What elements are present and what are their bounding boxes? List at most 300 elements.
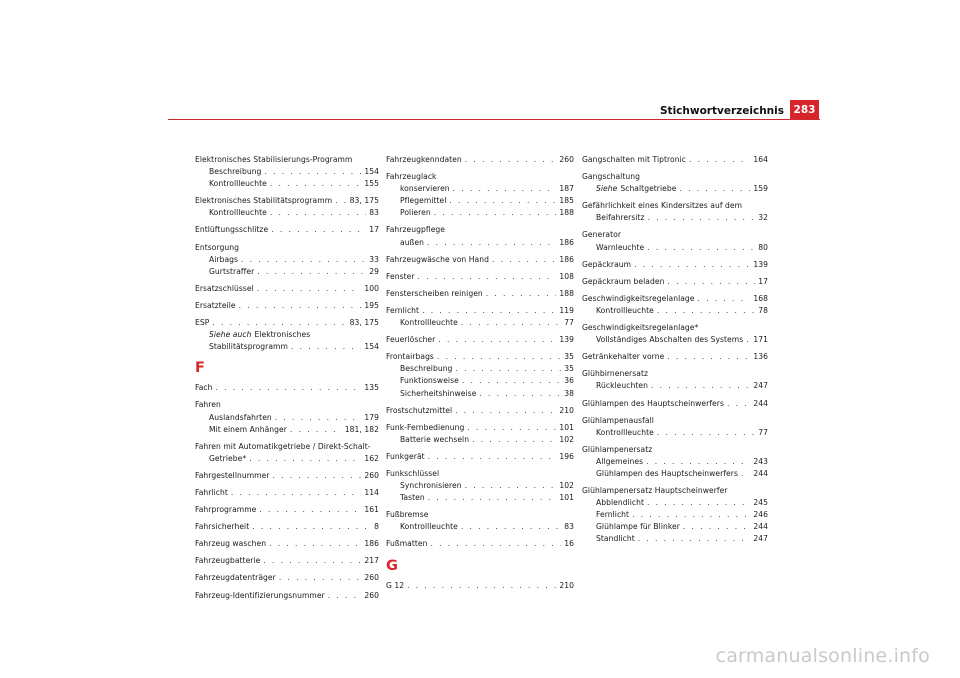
dot-leader	[667, 276, 755, 288]
page-reference: 108	[559, 271, 574, 281]
page-reference: 83, 175	[349, 196, 379, 206]
index-term	[386, 451, 425, 463]
page-reference: 196	[559, 451, 574, 461]
index-entry	[195, 399, 379, 411]
index-term	[582, 154, 686, 166]
index-term-text: Entlüftungsschlitze	[195, 225, 269, 235]
page-title: Stichwortverzeichnis	[660, 105, 784, 117]
page-reference: 35	[564, 352, 574, 362]
page-reference: 186	[559, 254, 574, 264]
index-term	[386, 224, 445, 236]
index-term	[386, 422, 464, 434]
page-reference: 186	[559, 237, 574, 247]
index-term-text: Kontrollleuchte	[596, 305, 654, 315]
index-term	[386, 254, 489, 266]
index-term	[400, 375, 459, 387]
index-subentry	[195, 329, 379, 341]
index-term-text: Fahren	[195, 400, 221, 410]
index-term-text: Generator	[582, 230, 622, 240]
index-subentry	[582, 242, 768, 254]
index-term	[209, 254, 238, 266]
index-entry	[195, 521, 379, 533]
page-number-badge: 283	[790, 100, 819, 120]
index-entry	[386, 468, 574, 480]
index-term	[195, 242, 239, 254]
index-term	[596, 183, 676, 195]
page-reference: 260	[364, 590, 379, 600]
page-reference: 135	[364, 383, 379, 393]
dot-leader	[479, 388, 561, 400]
index-term-text: Airbags	[209, 254, 239, 264]
dot-leader	[462, 375, 561, 387]
dot-leader	[455, 363, 561, 375]
index-entry	[195, 195, 379, 207]
index-term	[386, 271, 415, 283]
index-entry	[582, 276, 768, 288]
page-reference: 83, 175	[349, 318, 379, 328]
index-subentry	[582, 533, 768, 545]
index-term-text: Vollständiges Abschalten des Systems	[596, 335, 744, 345]
index-entry	[582, 259, 768, 271]
index-subentry	[386, 375, 574, 387]
dot-leader	[657, 427, 755, 439]
index-term	[209, 207, 267, 219]
dot-leader	[741, 468, 750, 480]
dot-leader	[335, 195, 347, 207]
index-term	[400, 207, 431, 219]
index-term	[582, 398, 724, 410]
index-entry	[386, 171, 574, 183]
page-reference: 17	[369, 225, 379, 235]
index-term	[209, 329, 310, 341]
dot-leader	[486, 288, 557, 300]
page-reference: 114	[364, 487, 379, 497]
index-term	[596, 305, 654, 317]
index-term-text: Geschwindigkeitsregelanlage*	[582, 323, 699, 333]
page-reference: 136	[753, 352, 768, 362]
dot-leader	[290, 424, 342, 436]
index-column-3	[582, 154, 768, 546]
page-reference: 139	[753, 259, 768, 269]
dot-leader	[257, 283, 362, 295]
index-term	[400, 317, 458, 329]
index-term-text: Allgemeines	[596, 456, 644, 466]
index-term-text: Fenster	[386, 271, 415, 281]
page-reference: 102	[559, 481, 574, 491]
index-term	[596, 242, 644, 254]
dot-leader	[638, 533, 751, 545]
index-entry	[195, 504, 379, 516]
index-term-text: Gangschalten mit Tiptronic	[582, 155, 686, 164]
dot-leader	[422, 305, 556, 317]
index-entry	[582, 351, 768, 363]
index-term	[195, 382, 213, 394]
index-term-text: Glühlampenersatz	[582, 444, 653, 454]
index-subentry	[195, 178, 379, 190]
dot-leader	[465, 154, 557, 166]
page-reference: 161	[364, 505, 379, 515]
dot-leader	[683, 521, 750, 533]
index-term-text: Tasten	[400, 493, 425, 503]
page-reference: 164	[753, 155, 768, 164]
page-reference: 101	[559, 493, 574, 503]
index-term-text: Gepäckraum	[582, 259, 632, 269]
index-term-text: Fahrzeug-Identifizierungsnummer	[195, 590, 325, 600]
dot-leader	[461, 521, 561, 533]
index-term	[596, 456, 643, 468]
index-term-text: Glühlampe für Blinker	[596, 522, 680, 532]
index-term	[195, 399, 221, 411]
index-term	[400, 183, 450, 195]
index-term	[582, 415, 654, 427]
index-term	[195, 154, 352, 166]
index-term-text: Kontrollleuchte	[209, 208, 267, 218]
index-term-text: Fahrzeugkenndaten	[386, 155, 462, 164]
index-term	[582, 485, 728, 497]
page-reference: 154	[364, 167, 379, 177]
dot-leader	[632, 509, 750, 521]
index-term-text: Fahrzeug waschen	[195, 539, 267, 549]
dot-leader	[257, 266, 366, 278]
index-term	[195, 572, 276, 584]
index-term-text: Feuerlöscher	[386, 335, 436, 345]
index-term	[195, 224, 268, 236]
index-term	[209, 412, 272, 424]
index-term-text: Frostschutzmittel	[386, 405, 453, 415]
index-term-text: Kontrollleuchte	[209, 179, 267, 189]
index-subentry	[582, 468, 768, 480]
index-term	[195, 538, 266, 550]
index-entry	[386, 305, 574, 317]
index-term-text: Fahrgestellnummer	[195, 470, 270, 480]
index-term	[386, 288, 483, 300]
index-term	[400, 480, 462, 492]
index-term-text: Fahrzeuglack	[386, 172, 437, 182]
index-term	[596, 509, 629, 521]
page-reference: 247	[753, 534, 768, 544]
page-reference: 83	[564, 522, 574, 532]
dot-leader	[461, 317, 561, 329]
index-entry	[582, 154, 768, 166]
index-term-text: Fahrlicht	[195, 487, 228, 497]
dot-leader	[437, 351, 561, 363]
index-term-text: Sicherheitshinweise	[400, 388, 477, 398]
page-reference: 119	[559, 305, 574, 315]
index-term-text: Glühlampen des Hauptscheinwerfers	[582, 398, 724, 408]
index-term-text: Ersatzschlüssel	[195, 283, 254, 293]
index-term-text: Schaltgetriebe	[620, 184, 677, 194]
index-subentry	[386, 207, 574, 219]
index-term	[195, 283, 254, 295]
dot-leader	[270, 178, 362, 190]
index-entry	[386, 509, 574, 521]
dot-leader	[679, 183, 750, 195]
index-term	[209, 266, 254, 278]
index-term	[582, 200, 742, 212]
dot-leader	[212, 317, 346, 329]
index-term	[386, 580, 404, 592]
index-term	[195, 195, 332, 207]
page-reference: 188	[559, 288, 574, 298]
index-entry	[195, 538, 379, 550]
index-term	[582, 322, 698, 334]
index-term	[400, 521, 458, 533]
index-term	[400, 237, 424, 249]
page-reference: 210	[559, 405, 574, 415]
index-term	[596, 521, 680, 533]
dot-leader	[427, 237, 556, 249]
index-term-text: Funkgerät	[386, 451, 425, 461]
dot-leader	[727, 398, 750, 410]
index-entry	[195, 590, 379, 602]
index-subentry	[582, 456, 768, 468]
index-term	[386, 405, 452, 417]
page-reference: 195	[364, 300, 379, 310]
index-term-text: Elektronisches	[254, 330, 311, 340]
index-column-1	[195, 154, 379, 602]
index-subentry	[195, 453, 379, 465]
index-entry	[195, 154, 379, 166]
index-term	[582, 444, 652, 456]
page-reference: 155	[364, 179, 379, 189]
page-reference: 29	[369, 266, 379, 276]
index-term	[386, 171, 437, 183]
page-reference: 260	[559, 155, 574, 164]
index-subentry	[582, 183, 768, 195]
index-entry	[582, 415, 768, 427]
index-term-text: Glühbirnenersatz	[582, 369, 649, 379]
dot-leader	[689, 154, 750, 166]
index-entry	[386, 405, 574, 417]
dot-leader	[241, 254, 366, 266]
index-term	[582, 351, 664, 363]
index-entry	[195, 317, 379, 329]
index-term	[582, 229, 621, 241]
index-term-text: Fensterscheiben reinigen	[386, 288, 483, 298]
index-term	[195, 441, 371, 453]
dot-leader	[407, 580, 556, 592]
page-reference: 102	[559, 434, 574, 444]
index-term-text: Entsorgung	[195, 242, 239, 252]
index-term-text: Fahrzeugdatenträger	[195, 573, 276, 583]
index-entry	[195, 470, 379, 482]
index-term-text: Kontrollleuchte	[400, 318, 458, 328]
index-subentry	[582, 521, 768, 533]
page-reference: 181, 182	[344, 424, 379, 434]
index-subentry	[582, 380, 768, 392]
index-term-text: Polieren	[400, 208, 431, 218]
index-term	[582, 259, 631, 271]
index-term	[195, 555, 260, 567]
index-term-text: G 12	[386, 580, 405, 590]
page-reference: 100	[364, 283, 379, 293]
index-entry	[582, 368, 768, 380]
index-term-text: Funkschlüssel	[386, 468, 440, 478]
index-term-text: Getriebe*	[209, 453, 247, 463]
index-term-text: Kontrollleuchte	[400, 522, 458, 532]
index-entry	[386, 224, 574, 236]
index-entry	[386, 580, 574, 592]
page-reference: 210	[559, 580, 574, 590]
page-reference: 80	[758, 242, 768, 252]
index-subentry	[386, 388, 574, 400]
index-term-text: Rückleuchten	[596, 381, 648, 391]
index-term	[582, 293, 695, 305]
index-term-text: konservieren	[400, 184, 450, 194]
dot-leader	[634, 259, 750, 271]
dot-leader	[667, 351, 750, 363]
index-term	[400, 492, 425, 504]
index-entry	[386, 538, 574, 550]
index-entry	[195, 487, 379, 499]
page-reference: 244	[753, 468, 768, 478]
index-term-text: Elektronisches Stabilisierungs-Programm	[195, 155, 353, 164]
index-subentry	[386, 480, 574, 492]
page-reference: 77	[758, 427, 768, 437]
page-reference: 171	[753, 335, 768, 345]
page-reference: 36	[564, 376, 574, 386]
index-term	[596, 380, 648, 392]
index-subentry	[195, 424, 379, 436]
page-reference: 16	[564, 539, 574, 549]
index-term-text: Fahrzeugbatterie	[195, 556, 261, 566]
dot-leader	[648, 212, 756, 224]
index-term	[582, 368, 648, 380]
cross-reference-label: Siehe auch	[209, 330, 252, 340]
page-reference: 260	[364, 470, 379, 480]
index-term-text: Fahrsicherheit	[195, 522, 250, 532]
dot-leader	[264, 166, 361, 178]
index-term-text: Fernlicht	[386, 305, 420, 315]
index-term-text: Fahrzeugwäsche von Hand	[386, 254, 489, 264]
index-entry	[582, 229, 768, 241]
page-reference: 187	[559, 184, 574, 194]
dot-leader	[275, 412, 362, 424]
index-entry	[386, 154, 574, 166]
index-subentry	[386, 237, 574, 249]
index-term	[386, 334, 435, 346]
index-entry	[195, 283, 379, 295]
index-term	[195, 470, 270, 482]
index-entry	[582, 200, 768, 212]
dot-leader	[291, 341, 361, 353]
index-subentry	[386, 183, 574, 195]
index-entry	[582, 444, 768, 456]
page-reference: 83	[369, 208, 379, 218]
index-term	[209, 178, 267, 190]
index-subentry	[386, 434, 574, 446]
index-term	[400, 195, 446, 207]
dot-leader	[249, 453, 361, 465]
page-reference: 188	[559, 208, 574, 218]
index-term-text: Glühlampenersatz Hauptscheinwerfer	[582, 486, 728, 496]
dot-leader	[698, 293, 751, 305]
page-reference: 101	[559, 422, 574, 432]
index-term-text: Glühlampen des Hauptscheinwerfers	[596, 468, 738, 478]
page-reference: 38	[564, 388, 574, 398]
index-term-text: Mit einem Anhänger	[209, 424, 287, 434]
index-term	[195, 487, 228, 499]
page-reference: 162	[364, 453, 379, 463]
index-term	[386, 538, 428, 550]
dot-leader	[472, 434, 556, 446]
index-subentry	[386, 363, 574, 375]
index-term	[209, 424, 287, 436]
index-term	[400, 388, 476, 400]
index-entry	[195, 572, 379, 584]
dot-leader	[259, 504, 361, 516]
index-term	[209, 453, 246, 465]
index-term-text: Beschreibung	[209, 167, 262, 177]
page-reference: 244	[753, 398, 768, 408]
index-term-text: Fahrzeugpflege	[386, 225, 446, 235]
dot-leader	[252, 521, 371, 533]
index-subentry	[195, 254, 379, 266]
index-subentry	[582, 509, 768, 521]
page-reference: 179	[364, 412, 379, 422]
dot-leader	[279, 572, 362, 584]
index-term	[596, 468, 738, 480]
dot-leader	[646, 456, 750, 468]
dot-leader	[455, 405, 556, 417]
page-reference: 35	[564, 364, 574, 374]
dot-leader	[239, 300, 362, 312]
index-entry	[195, 224, 379, 236]
index-term-text: Standlicht	[596, 534, 635, 544]
page-reference: 78	[758, 305, 768, 315]
index-term	[386, 305, 419, 317]
dot-leader	[270, 207, 366, 219]
index-term-text: Funk-Fernbedienung	[386, 422, 465, 432]
index-term-text: Gefährlichkeit eines Kindersitzes auf dem	[582, 201, 743, 211]
watermark: carmanualsonline.info	[715, 645, 930, 667]
index-entry	[386, 271, 574, 283]
index-entry	[195, 441, 379, 453]
dot-leader	[453, 183, 557, 195]
page-reference: 260	[364, 573, 379, 583]
cross-reference-label: Siehe	[596, 184, 618, 194]
page-reference: 33	[369, 254, 379, 264]
index-term	[386, 468, 439, 480]
index-entry	[195, 382, 379, 394]
index-term	[596, 334, 743, 346]
index-term-text: außen	[400, 237, 424, 247]
index-entry	[386, 288, 574, 300]
index-term-text: Stabilitätsprogramm	[209, 342, 288, 352]
index-term-text: Pflegemittel	[400, 196, 447, 206]
page-reference: 32	[758, 213, 768, 223]
page-reference: 245	[753, 498, 768, 508]
index-column-2	[386, 154, 574, 592]
index-term	[209, 341, 288, 353]
index-term-text: Gangschaltung	[582, 172, 640, 182]
index-entry	[386, 451, 574, 463]
index-subentry	[195, 341, 379, 353]
dot-leader	[216, 382, 362, 394]
page-reference: 247	[753, 381, 768, 391]
index-term	[386, 154, 462, 166]
index-term	[195, 300, 236, 312]
dot-leader	[651, 380, 750, 392]
index-term	[596, 212, 645, 224]
index-entry	[386, 334, 574, 346]
index-subentry	[386, 195, 574, 207]
index-term-text: Fernlicht	[596, 510, 630, 520]
index-term	[195, 317, 209, 329]
page-reference: 246	[753, 510, 768, 520]
index-term	[195, 504, 256, 516]
index-subentry	[195, 207, 379, 219]
